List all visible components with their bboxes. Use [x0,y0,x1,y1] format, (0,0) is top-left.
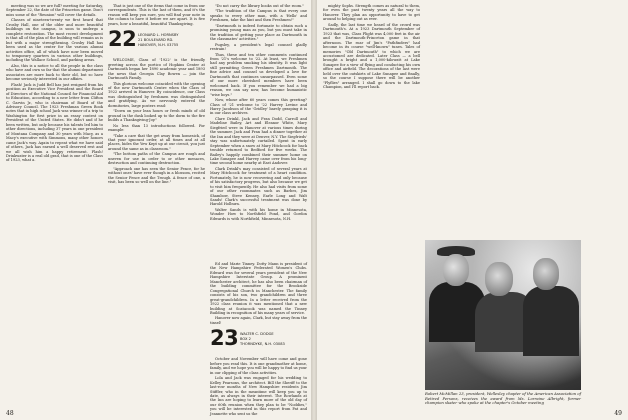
paragraph: Lola and Jack was engaged for his wedding to Kelley Pearsons, the architect. Bill the Sheriff to the last-row months of New Hampshire residents Jim Stiffler, who in the meantime will keep you up to date, as always in their interest. The Rowlands at the Inn are hoping to learn more of the old day of our 60th reunion when they plan to be "Noddies," you will be interested in this report from Pat and Jeannette who sent us the [210,376,307,416]
paragraph: Now, whose after 60 years comes this greeting? Class of '21 welcome to '22 Harvey Levine and Harry Jacobson of the 'Gridley' barely grasping it is in our class archives. [210,98,307,116]
photo-award-presentation [425,240,581,390]
right-column-1 [323,4,420,91]
paragraph: Ed and Marie Tinney. Dotty Mann is president of the New Hampshire Federated Women's Clubs. Edward was for several years president of the New Hampshire Interstate Group. A prominent Manchester architect, he has also been chairman of the building committee for the Brookside Congregational Church in Manchester. The family consists of his son, two grandchildren and three great-grandchildren. In a letter received from the 1922 class reunion it was mentioned that a new building at Scatacook was named the Tinney Building in recognition of his many years of service. [210,262,307,315]
paragraph: Flash! Jack is Judd Bell has just resigned from his position as Executive Vice President and the Board of Directors of the National Council for Financial Aid to Education, according to a new letter from Clifton C. Garvin Jr., who is chairman of Board of the Advisory Council. The 1923 Freshman Green Book notes that in high school Jack was winner of a trip to Washington for first prize in an essay contest on President of the United States. He didn't and if he been written, but only because his talents led him to other directions, including 37 years in one president of Montana Company and 30 years with Macy, as a Macy's executive with Simmons, many other honors came Jack's way. Again to repeat what we have said of others, Jack has earned a well deserved rest and we all wish him a happy retirement. Flash! Drinkwater is a real old grad, that is one of the Class of 1923, what a. [6,82,103,163]
photo-figure [443,254,469,286]
paragraph: Hanover now again, Clark, but stay away from the tinsel! [210,316,308,325]
page-number-right: 49 [614,410,622,417]
paragraph: "Do not carry the library books out of the room." [215,4,304,8]
paragraph: "Take a care that the get away from homesick, of that your ignorant order, at all times and at all places, hides the Yew Kept up at our circuit, you just around the same as in classroom." [108,133,205,151]
secretary-city: HANOVER, N.H. 03755 [138,43,179,48]
class-number: 22 [108,27,137,52]
left-page [0,0,311,420]
paragraph: Pugsley, a president's legal counsel gladly restrain! [210,42,307,52]
left-column-2 [108,4,205,186]
page-number-left: 48 [6,410,14,417]
photo-figure [523,286,579,356]
paragraph: Sadly, the last time we heard of the crowd was Dartmouth's. At a 1923 Dartmouth September of 1923 that was, Class Flight was 4,000 feet in the air and the Dartmouth-Princeton game in that afternoon. The roar of Jim's "Pathfinders" had become in its course "well-known" tunes. Tales of memories "Old Dartmouth" to which we are accustomed are dedicated. Later Class — a bell brought a bright and a 1,000-kilowatt at Lake Sunapee for a view of flying and conducting his own office and airfield. The decorations of the last were held over the outskirts of Lake Sunapee and finally, so the course I suppose there will be another "Plyflies" arranged. I shall go down to the lake Champion, and I'll report back. [323,22,420,90]
secretary-address: 21 BOULEVARD RD. [138,38,174,43]
paragraph: October and November will have come and gone before you read this. It is one grandmother at home, family, and we hope you will be happy to find us your in our clipping of the class activities. [210,357,307,375]
paragraph: "The bottom paths of the Campus are rough and uneven for use in order to or other menaces, destruction and continuing destruction. [108,152,205,166]
left-column-3 [210,4,307,222]
right-page [317,0,628,420]
photo-figure [533,258,559,290]
paragraph: Also, this is a notice to all the people in the class who have and own so far that the alumni department associates are more back to their old, but so have become seriously interested in our affairs. [6,63,103,82]
paragraph: "Down on your lean hours or fresh minds of old ground in the dusk looked up to the dorm to the fire builds a Thanksgiving-Joy." [108,109,205,123]
paragraph: Walter Sands is with his home in Minnesota, Wonder How to Northfield Pond, and Gordon Edwards is with Northfield, Minnesota, N.H. [210,207,307,221]
paragraph: "Approach one has seen the Senior Fence, for he without ones' have ever though in a blossom, recited the Senior Fence and the Trough. A fence of one, a visit, has been so well on the line." [108,166,205,185]
paragraph: Clark Drinkl's may consisted of several years at Mary Hitchcock for treatment of a heart condition. Fortunately, he is now recovering and only because of his satisfactory progress, but also because we get to visit him frequently. He also had visits from some of our other roommates such as Barbes, Jim Shambow, Steve Kenney, Earle Long and Walt Sands! Clark's successful treatment was done by Harold Holburn. [210,166,307,207]
left-column-4 [210,262,308,416]
paragraph: This glorious welcome coincided with the opening of the new Dartmouth Centre when the Class of 1922 arrived in Hanover. By coincidence, our Class was distinguished by freshmen was distinguished and gratifying. As we nervously entered the dormitories, large posters read: [108,81,205,108]
secretary-name: LEONARD L. HORNSBY [138,33,179,38]
class-number: 23 [210,326,239,351]
paragraph: No less than 13 introductions followed. For example: [108,123,205,133]
paragraph: "Dartmouth is indeed fortunate to obtain such a promising young man as you, but you must take in the tradition of getting your place as Dartmouth in the classmates' activities." [210,23,307,42]
secretary-address: BOX 2 [240,337,251,342]
paragraph: That is just one of the items that come in from our correspondents. This is the last of them, and it's the reason will keep you sure, you will find your note in the column to have it before we are apart. It is five years, how a beautiful, beautiful Thanksgiving. [108,4,205,26]
paragraph: WELCOME, Class of '1922' is the friendly greeting across the portico of Hopkins Center at Dartmouth began her 1890 academic year and 1893 the news that Georgia Clay Bowen — join the Dartmouth Family. [108,58,205,81]
paragraph: "The tradition of the Campus is that every one speaks to every other man, with a 'Hello' and Freshmen, take the hint and then Freshmen!" [210,9,307,23]
paragraph: Classes of nineteen-twenty we first heard that Crosby Hall, one of the older and more beautiful buildings on the campus, is soon to undergo a complete restoration. The most recent development is that all of the plan of the building will remain as is but with a major strengthening. Crosby Hall has been used as the center for the various alumni activities office, all of which have now been moved to temporary quarters in various other buildings, including the Wallace School, and parking areas. [6,18,103,63]
class-header-22 [108,29,205,55]
photo-figure [485,262,513,296]
secretary-name: WALTER C. DODGE [240,332,274,337]
photo-caption: Robert McMillan 23, president, Wellesley chapter of the American Association of Retired Persons, receives the award from Ms. Lorraine Albright, former champion skater who spoke at the chapter's October meeting [425,391,582,406]
paragraph: Clare Drinkl, Jack and Fran Dodd, Carroll and Madeline Bailey, Art and Eleanor White, Mary Siegfried were in Hanover at various times during the summer. Jack and Fran had a dinner together at the Inn and they were at Denver, N.Y. The Siegfrieds' stay was unfortunately curtailed. Spent in early September when a snow at Mary Hitchcock for back trouble returned to Bedford for five weeks. The Bailey's happily combined their summer home on Lake Sunapee and Harvey came over from his long-time second home nearby at East Andover. [210,116,307,166]
class-header-23 [210,328,307,354]
paragraph: Thus, these and ten other comments continued from '21's welcome to '22. At least, we Freshmen had any problem smoking his identity. It was light still permitting Green Freshmen Dartmouth. The fine advice and counsel us developed a love for Dartmouth that continues unsurpassed. Even some of our more cherished members have been welcomed back. If you remember we had a big reason, we can say now, has become humanistic "wise boys." [210,52,307,97]
secretary-city: THORNDYKE, N.H. 03083 [240,342,285,347]
left-column-1 [6,4,103,164]
paragraph: mighty Sophs. Strength comes as natural to them, for even the past twenty years all the way to Hanover. They plan an opportunity to have to get around to helping out as ever. [323,4,420,22]
paragraph: meeting was so we are full? meeting for Saturday, September 22, the date of the Princeton game. Don't miss some of the "Reunion" will cover the details. [6,4,103,17]
